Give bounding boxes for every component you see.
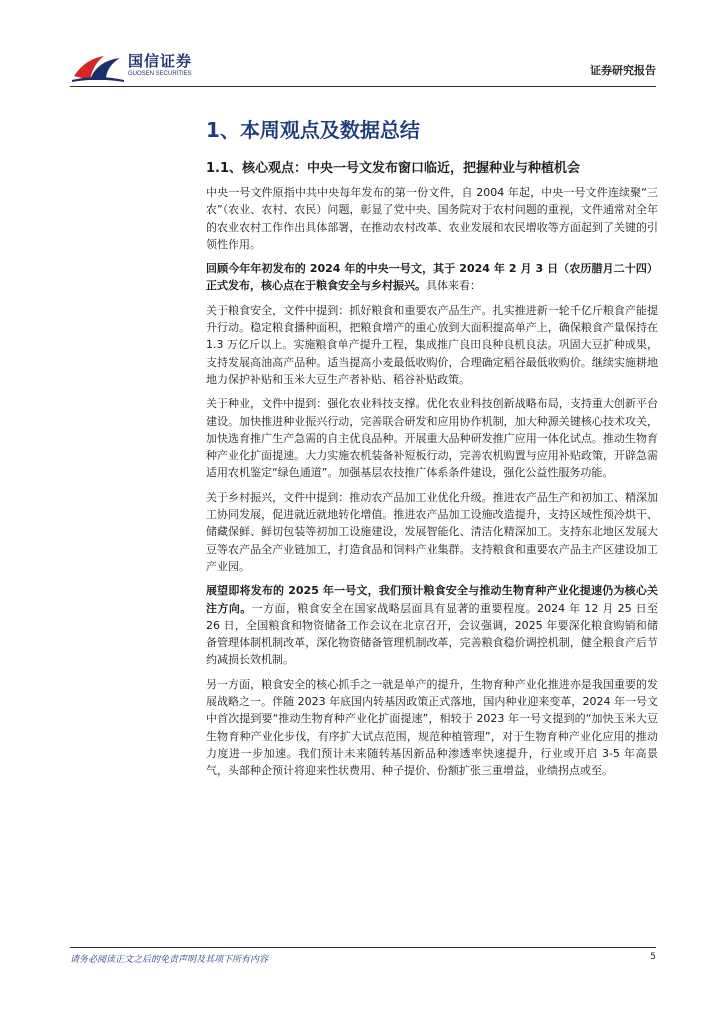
- logo-chinese-name: 国信证券: [128, 52, 193, 70]
- logo-english-name: GUOSEN SECURITIES: [128, 71, 192, 77]
- page-header: [70, 48, 656, 88]
- footer-divider: [70, 947, 656, 948]
- paragraph-2-lead: 回顾今年年初发布的 2024 年的中央一号文，其于 2024 年 2 月 3 日（农历腊月二十四）正式发布，核心点在于粮食安全与乡村振兴。: [206, 262, 658, 293]
- paragraph-2-tail: 具体来看：: [426, 279, 481, 293]
- disclaimer-text: 请务必阅读正文之后的免责声明及其项下所有内容: [70, 955, 269, 965]
- page-number: 5: [650, 952, 656, 962]
- guosen-logo-icon: [70, 50, 126, 84]
- paragraph-1: 中央一号文件原指中共中央每年发布的第一份文件，自 2004 年起，中央一号文件连续聚“三农”（农业、农村、农民）问题，彰显了党中央、国务院对于农村问题的重视，文件通常对全年的农业农村工作作出具体部署，在推动农村改革、农业发展和农民增收等方面起到了关键的引领性作用。: [206, 186, 658, 251]
- paragraph-6: [206, 582, 658, 668]
- paragraph-3: 关于粮食安全，文件中提到：抓好粮食和重要农产品生产。扎实推进新一轮千亿斤粮食产能提升行动。稳定粮食播种面积，把粮食增产的重心放到大面积提高单产上，确保粮食产量保持在 1.3 万亿斤以上。实施粮食单产提升工程，集成推广良田良种良机良法。巩固大豆扩种成果，支持发展高油高产品种。适当提高小麦最低收购价，合理确定稻谷最低收购价。继续实施耕地地力保护补贴和玉米大豆生产者补贴、稻谷补贴政策。: [206, 303, 658, 386]
- company-logo: [70, 48, 210, 88]
- paragraph-5: 关于乡村振兴，文件中提到：推动农产品加工业优化升级。推进农产品生产和初加工、精深加工协同发展，促进就近就地转化增值。推进农产品加工设施改造提升，支持区域性预冷烘干、储藏保鲜、鲜切包装等初加工设施建设，发展智能化、清洁化精深加工。支持东北地区发展大豆等农产品全产业链加工，打造食品和饲料产业集群。支持粮食和重要农产品主产区建设加工产业园。: [206, 490, 658, 573]
- paragraph-2: [206, 260, 658, 295]
- subsection-title: 1.1、核心观点：中央一号文发布窗口临近，把握种业与种植机会: [206, 161, 581, 176]
- paragraph-7: 另一方面，粮食安全的核心抓手之一就是单产的提升，生物育种产业化推进亦是我国重要的发展战略之一。伴随 2023 年底国内转基因政策正式落地，国内种业迎来变革，2024 年一号文中首次提到要“推动生物育种产业化扩面提速”，相较于 2023 年一号文提到的“加快玉米大豆生物育种产业化步伐，有序扩大试点范围，规范种植管理”，对于生物育种产业化应用的推动力度进一步加速。我们预计未来随转基因新品种渗透率快速提升，行业或开启 3-5 年高景气，头部种企预计将迎来性状费用、种子提价、份额扩张三重增益，业绩拐点或至。: [206, 677, 658, 778]
- paragraph-6-lead: 展望即将发布的 2025 年一号文，我们预计粮食安全与推动生物育种产业化提速仍为核心关注方向。: [206, 584, 658, 615]
- paragraph-6-text: 一方面，粮食安全在国家战略层面具有显著的重要程度。2024 年 12 月 25 日至 26 日，全国粮食和物资储备工作会议在北京召开，会议强调，2025 年要深化粮食购销和储备管理体制机制改革，深化物资储备管理机制改革，完善粮食稳价调控机制，健全粮食产后节约减损长效机制。: [206, 601, 658, 667]
- header-divider: [70, 86, 656, 87]
- section-title: 1、本周观点及数据总结: [206, 118, 420, 142]
- paragraph-4: 关于种业，文件中提到：强化农业科技支撑。优化农业科技创新战略布局，支持重大创新平台建设。加快推进种业振兴行动，完善联合研发和应用协作机制，加大种源关键核心技术攻关，加快选育推广生产急需的自主优良品种。开展重大品种研发推广应用一体化试点。推动生物育种产业化扩面提速。大力实施农机装备补短板行动，完善农机购置与应用补贴政策，开辟急需适用农机鉴定“绿色通道”。加强基层农技推广体系条件建设，强化公益性服务功能。: [206, 397, 658, 480]
- report-type-label: 证券研究报告: [590, 64, 656, 77]
- report-body: [206, 184, 658, 787]
